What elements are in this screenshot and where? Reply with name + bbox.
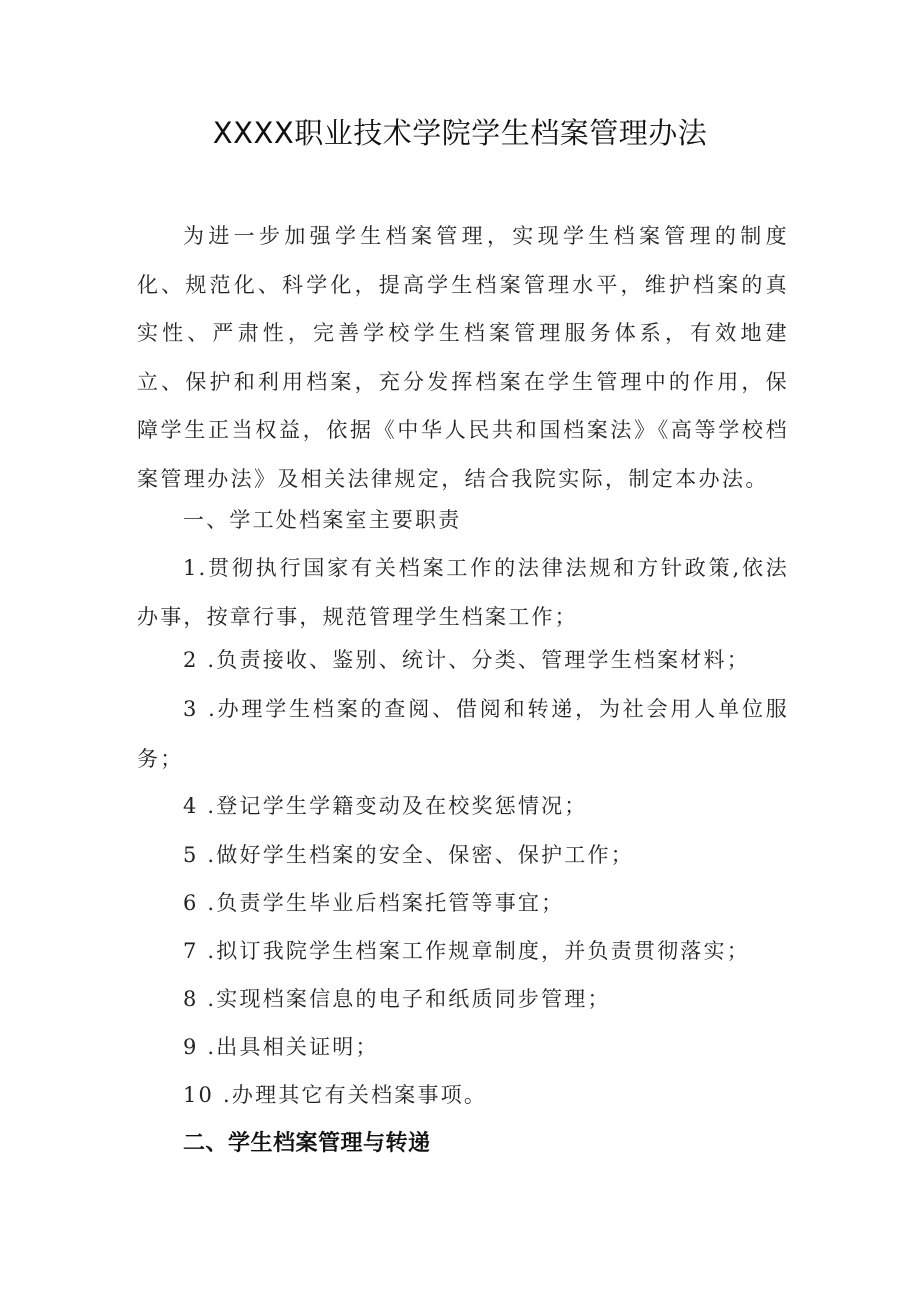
page-title: XXXX职业技术学院学生档案管理办法 xyxy=(212,116,708,150)
list-item: 9 .出具相关证明； xyxy=(183,1035,379,1059)
list-item: 4 .登记学生学籍变动及在校奖惩情况； xyxy=(183,794,588,818)
list-item: 1.贯彻执行国家有关档案工作的法律法规和方针政策,依法办事，按章行事，规范管理学生档案工作； xyxy=(137,556,789,629)
list-item: 3 .办理学生档案的查阅、借阅和转递，为社会用人单位服务； xyxy=(137,697,789,771)
list-item: 2 .负责接收、鉴别、统计、分类、管理学生档案材料； xyxy=(183,648,750,672)
list-item: 5 .做好学生档案的安全、保密、保护工作； xyxy=(183,843,634,867)
section-heading: 一、学工处档案室主要职责 xyxy=(183,508,462,532)
list-item: 10 .办理其它有关档案事项。 xyxy=(183,1083,488,1107)
section-heading: 二、学生档案管理与转递 xyxy=(183,1131,431,1156)
list-item: 8 .实现档案信息的电子和纸质同步管理； xyxy=(183,987,611,1011)
intro-paragraph: 为进一步加强学生档案管理，实现学生档案管理的制度化、规范化、科学化，提高学生档案管理水平，维护档案的真实性、严肃性，完善学校学生档案管理服务体系，有效地建立、保护和利用档案，充分发挥档案在学生管理中的作用，保障学生正当权益，依据《中华人民共和国档案法》《高等学校档案管理办法》及相关法律规定，结合我院实际，制定本办法。 xyxy=(137,224,789,491)
list-item: 7 .拟订我院学生档案工作规章制度，并负责贯彻落实； xyxy=(183,939,750,963)
list-item: 6 .负责学生毕业后档案托管等事宜； xyxy=(183,891,565,915)
